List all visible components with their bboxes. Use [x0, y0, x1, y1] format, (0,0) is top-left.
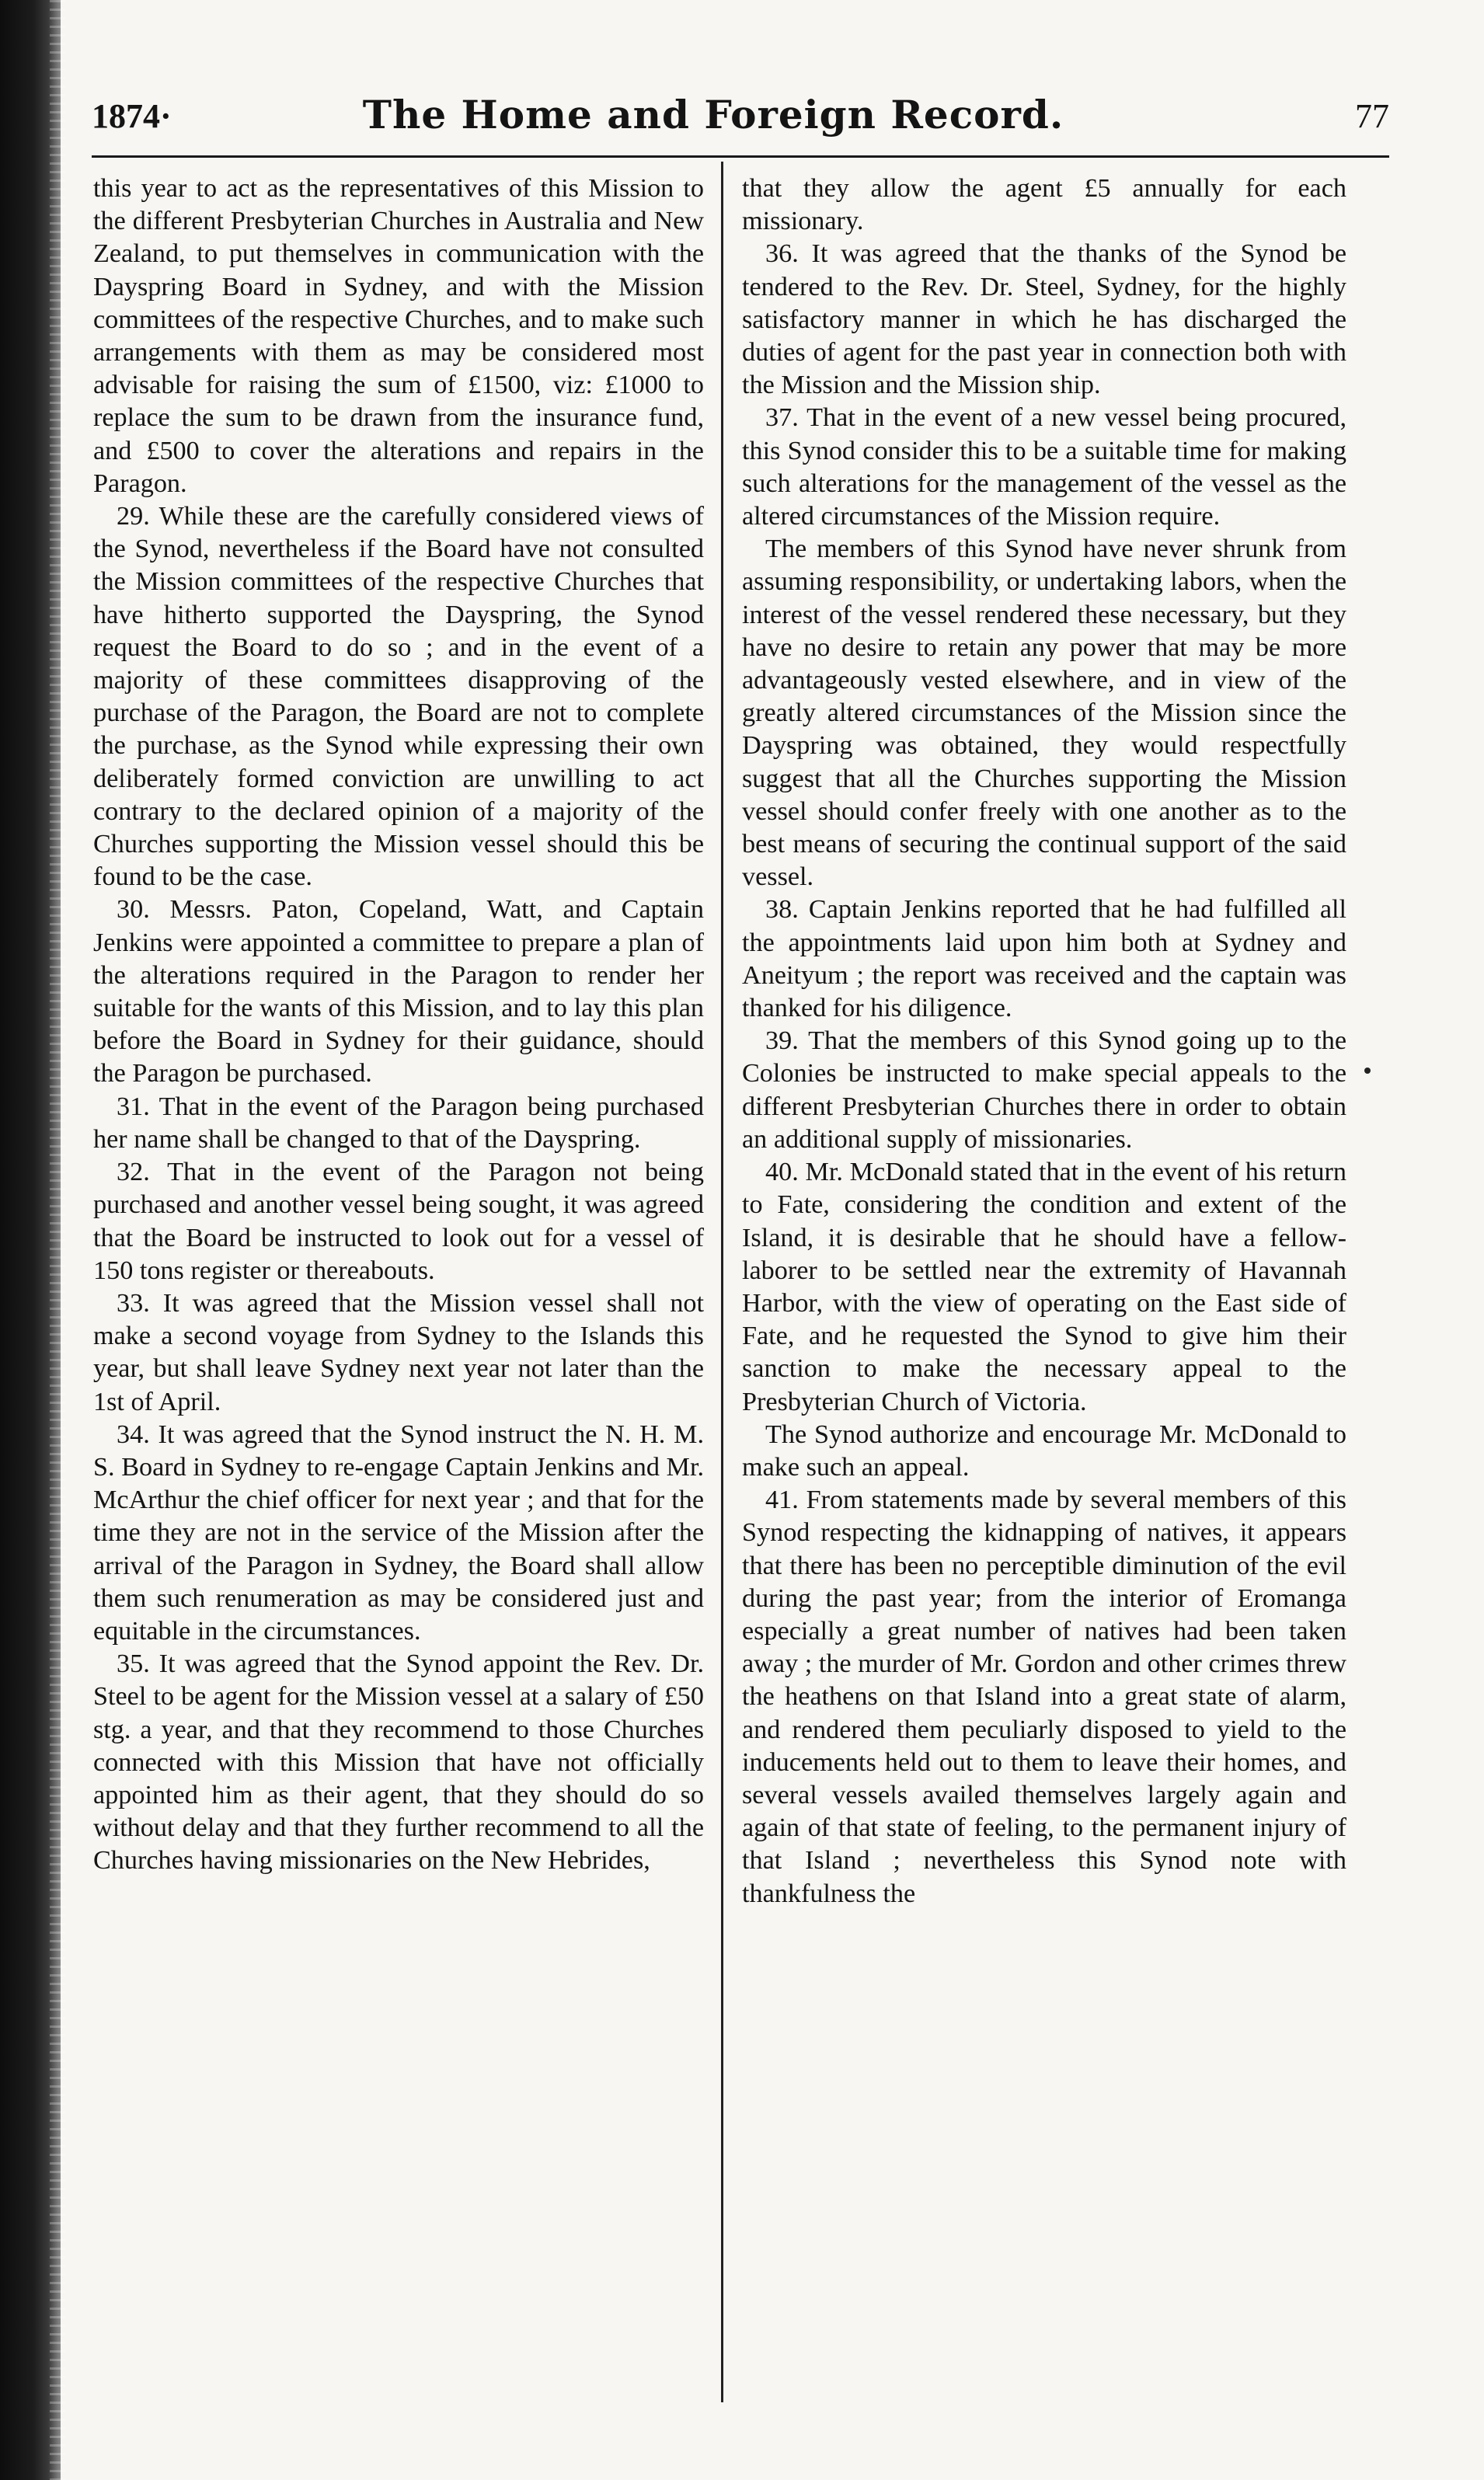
paragraph: 39. That the members of this Synod going up to the Colonies be instructed to make special appeals to the different Presbyterian Churches there in order to obtain an additional supply of missionaries.	[742, 1026, 1346, 1154]
paragraph: 29. While these are the carefully considered views of the Synod, nevertheless if the Board have not consulted the Mission committees of the respective Churches that have hitherto supported the Dayspring, the Synod request the Board to do so ; and in the event of a majority of these committees disapproving of the purchase of the Paragon, the Board are not to complete the purchase, as the Synod while expressing their own deliberately formed conviction are unwilling to act contrary to the declared opinion of a majority of the Churches supporting the Mission vessel should this be found to be the case.	[93, 502, 704, 892]
paragraph: 41. From statements made by several members of this Synod respecting the kidnapping of natives, it appears that there has been no perceptible diminution of the evil during the past year; from the interior of Eromanga especially a great number of natives had been taken away ; the murder of Mr. Gordon and other crimes threw the heathens on that Island into a great state of alarm, and rendered them peculiarly disposed to yield to the inducements held out to them to leave their homes, and several vessels availed themselves largely again and again of that state of feeling, to the permanent injury of that Island ; nevertheless this Synod note with thankfulness the	[742, 1486, 1346, 1908]
paragraph: 38. Captain Jenkins reported that he had fulfilled all the appointments laid upon him both at Sydney and Aneityum ; the report was received and the captain was thanked for his diligence.	[742, 895, 1346, 1023]
paragraph: 35. It was agreed that the Synod appoint the Rev. Dr. Steel to be agent for the Mission vessel at a salary of £50 stg. a year, and that they recommend to those Churches connected with this Mission that have not officially appointed him as their agent, that they should do so without delay and that they further recommend to all the Churches having missionaries on the New Hebrides,	[93, 1649, 704, 1876]
journal-title: The Home and Foreign Record.	[362, 92, 1064, 138]
paragraph: 36. It was agreed that the thanks of the Synod be tendered to the Rev. Dr. Steel, Sydney, for the highly satisfactory manner in which he has discharged the duties of agent for the past year in connection both with the Mission and the Mission ship.	[742, 239, 1346, 400]
paragraph: 40. Mr. McDonald stated that in the event of his return to Fate, considering the condition and extent of the Island, it is desirable that he should have a fellow-laborer to be settled near the extremity of Havannah Harbor, with the view of operating on the East side of Fate, and he requested the Synod to give him their sanction to make the necessary appeal to the Presbyterian Church of Victoria.	[742, 1158, 1346, 1416]
paragraph: that they allow the agent £5 annually for each missionary.	[742, 174, 1346, 236]
paragraph: The Synod authorize and encourage Mr. McDonald to make such an appeal.	[742, 1419, 1346, 1482]
header-rule	[92, 155, 1389, 158]
header-year: 1874·	[92, 97, 172, 135]
left-column	[93, 172, 704, 1878]
page-header	[92, 92, 1389, 157]
paragraph: The members of this Synod have never shrunk from assuming responsibility, or undertaking labors, when the interest of the vessel rendered these necessary, but they have no desire to retain any power that may be more advantageously vested elsewhere, and in view of the greatly altered circumstances of the Mission since the Dayspring was obtained, they would respectfully suggest that all the Churches supporting the Mission vessel should confer freely with one another as to the best means of securing the continual support of the said vessel.	[742, 535, 1346, 892]
book-spine-edge	[0, 0, 61, 2480]
paragraph: this year to act as the representatives of this Mission to the different Presbyterian Churches in Australia and New Zealand, to put themselves in communication with the Dayspring Board in Sydney, and with the Mission committees of the respective Churches, and to make such arrangements with them as may be considered most advisable for raising the sum of £1500, viz: £1000 to replace the sum to be drawn from the insurance fund, and £500 to cover the alterations and repairs in the Paragon.	[93, 174, 704, 498]
right-column	[742, 172, 1346, 1911]
paragraph: 30. Messrs. Paton, Copeland, Watt, and Captain Jenkins were appointed a committee to prepare a plan of the alterations required in the Paragon to render her suitable for the wants of this Mission, and to lay this plan before the Board in Sydney for their guidance, should the Paragon be purchased.	[93, 895, 704, 1088]
paragraph: 33. It was agreed that the Mission vessel shall not make a second voyage from Sydney to the Islands this year, but shall leave Sydney next year not later than the 1st of April.	[93, 1288, 704, 1416]
paragraph: 34. It was agreed that the Synod instruct the N. H. M. S. Board in Sydney to re-engage Captain Jenkins and Mr. McArthur the chief officer for next year ; and that for the time they are not in the service of the Mission after the arrival of the Paragon in Sydney, the Board shall allow them such renumeration as may be considered just and equitable in the circumstances.	[93, 1419, 704, 1646]
page-number: 77	[1355, 97, 1389, 135]
paragraph: 32. That in the event of the Paragon not being purchased and another vessel being sought, it was agreed that the Board be instructed to look out for a vessel of 150 tons register or thereabouts.	[93, 1158, 704, 1285]
paragraph: 31. That in the event of the Paragon being purchased her name shall be changed to that of the Dayspring.	[93, 1092, 704, 1154]
margin-dot	[1364, 1068, 1371, 1074]
column-divider	[721, 162, 723, 2402]
paragraph: 37. That in the event of a new vessel being procured, this Synod consider this to be a suitable time for making such alterations for the management of the vessel as the altered circumstances of the Mission require.	[742, 403, 1346, 531]
